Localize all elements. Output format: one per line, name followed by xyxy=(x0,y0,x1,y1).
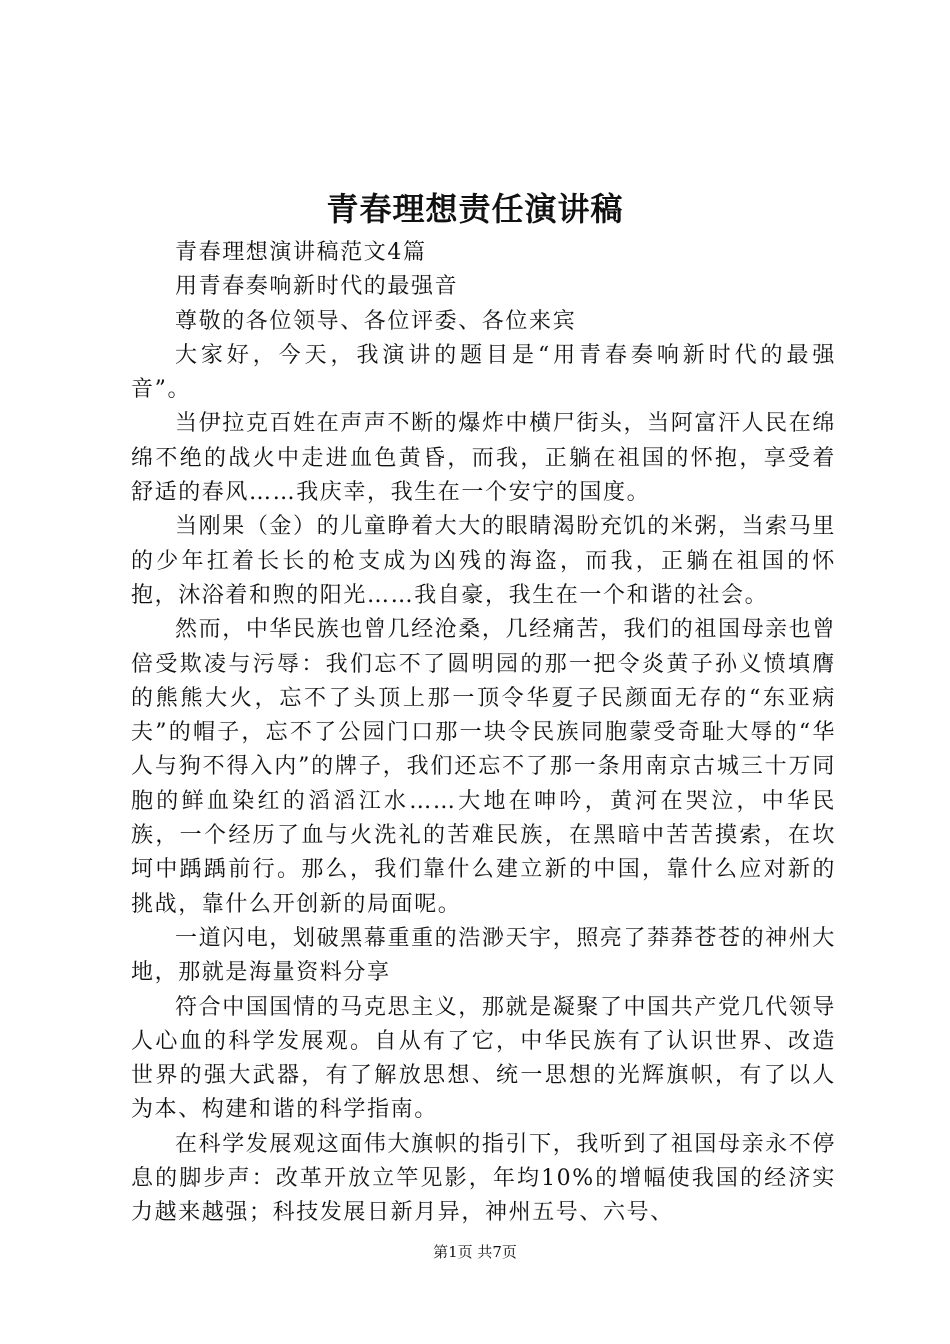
page-footer: 第1页 共7页 xyxy=(433,1243,517,1261)
paragraph: 青春理想演讲稿范文4篇 xyxy=(175,240,427,265)
paragraph: 尊敬的各位领导、各位评委、各位来宾 xyxy=(175,308,577,334)
paragraph: 用青春奏响新时代的最强音 xyxy=(175,274,459,300)
paragraph: 当伊拉克百姓在声声不断的爆炸中横尸街头，当阿富汗人民在绵绵不绝的战火中走进血色黄昏，而我，正躺在祖国的怀抱，享受着舒适的春风……我庆幸，我生在一个安宁的国度。 xyxy=(131,411,836,506)
paragraph: 符合中国国情的马克思主义，那就是凝聚了中国共产党几代领导人心血的科学发展观。自从有了它，中华民族有了认识世界、改造世界的强大武器，有了解放思想、统一思想的光辉旗帜，有了以人为本、构建和谐的科学指南。 xyxy=(131,994,836,1123)
paragraph: 一道闪电，划破黑幕重重的浩渺天宇，照亮了莽莽苍苍的神州大地，那就是海量资料分享 xyxy=(131,925,836,986)
paragraph: 大家好，今天，我演讲的题目是“用青春奏响新时代的最强音”。 xyxy=(131,342,836,403)
paragraph: 当刚果（金）的儿童睁着大大的眼睛渴盼充饥的米粥，当索马里的少年扛着长长的枪支成为凶残的海盗，而我，正躺在祖国的怀抱，沐浴着和煦的阳光……我自豪，我生在一个和谐的社会。 xyxy=(131,514,836,608)
document-title: 青春理想责任演讲稿 xyxy=(326,190,624,228)
document-body xyxy=(131,236,836,1231)
paragraph: 然而，中华民族也曾几经沧桑，几经痛苦，我们的祖国母亲也曾倍受欺凌与污辱：我们忘不了圆明园的那一把令炎黄子孙义愤填膺的熊熊大火，忘不了头顶上那一顶令华夏子民颜面无存的“东亚病夫”的帽子，忘不了公园门口那一块令民族同胞蒙受奇耻大辱的“华人与狗不得入内”的牌子，我们还忘不了那一条用南京古城三十万同胞的鲜血染红的滔滔江水……大地在呻吟，黄河在哭泣，中华民族，一个经历了血与火洗礼的苦难民族，在黑暗中苦苦摸索，在坎坷中踽踽前行。那么，我们靠什么建立新的中国，靠什么应对新的挑战，靠什么开创新的局面呢。 xyxy=(131,617,836,917)
paragraph: 在科学发展观这面伟大旗帜的指引下，我听到了祖国母亲永不停息的脚步声：改革开放立竿见影，年均10%的增幅使我国的经济实力越来越强；科技发展日新月异，神州五号、六号、 xyxy=(131,1131,836,1226)
